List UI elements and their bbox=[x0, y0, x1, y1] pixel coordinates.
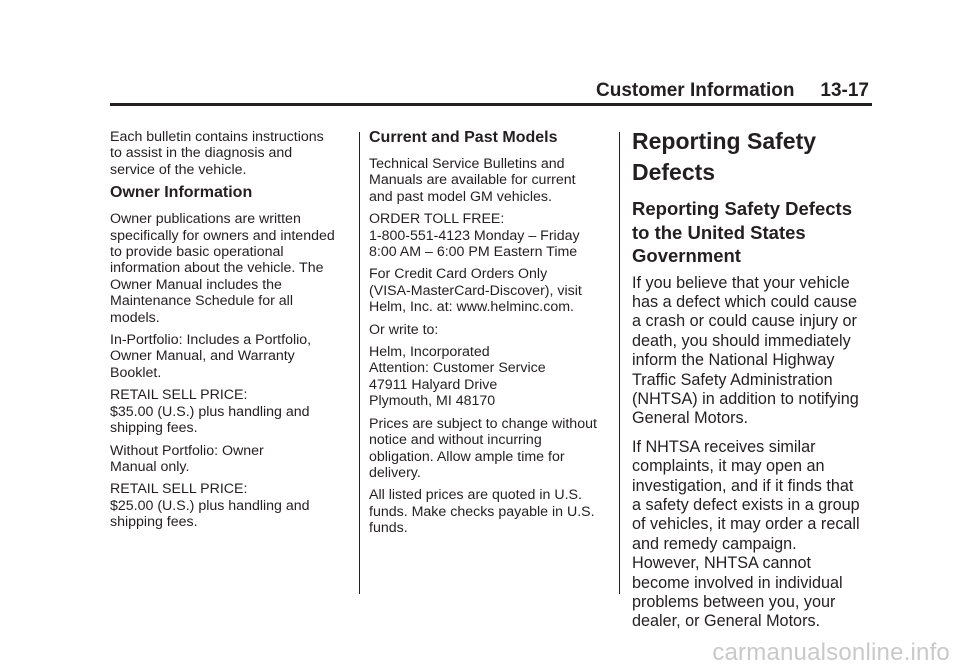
current-past-models-heading: Current and Past Models bbox=[369, 129, 558, 146]
paragraph: For Credit Card Orders Only (VISA-MasterCard-Discover), visit Helm, Inc. at: www.helminc.com. bbox=[369, 266, 582, 316]
paragraph: Prices are subject to change without notice and without incurring obligation. Allow ample time for delivery. bbox=[369, 415, 597, 481]
column-divider-2 bbox=[619, 132, 620, 594]
watermark: carmanualsonline.info bbox=[712, 639, 950, 666]
page-header bbox=[596, 80, 872, 104]
page-number: 13-17 bbox=[820, 80, 869, 101]
paragraph: ORDER TOLL FREE: 1-800-551-4123 Monday – Friday 8:00 AM – 6:00 PM Eastern Time bbox=[369, 211, 580, 261]
paragraph: All listed prices are quoted in U.S. funds. Make checks payable in U.S. funds. bbox=[369, 487, 595, 537]
column-2 bbox=[369, 129, 614, 543]
subsection-heading: Reporting Safety Defects to the United States Government bbox=[632, 198, 852, 266]
paragraph: RETAIL SELL PRICE: $25.00 (U.S.) plus handling and shipping fees. bbox=[110, 481, 310, 531]
column-3 bbox=[632, 126, 877, 641]
paragraph: Owner publications are written specifically for owners and intended to provide basic operational information about the vehicle. The Owner Manual includes the Maintenance Schedule for all models. bbox=[110, 211, 335, 326]
column-divider-1 bbox=[359, 132, 360, 594]
intro-paragraph: Each bulletin contains instructions to assist in the diagnosis and service of the vehicle. bbox=[110, 129, 324, 178]
paragraph: If NHTSA receives similar complaints, it may open an investigation, and if it finds that a safety defect exists in a group of vehicles, it may order a recall and remedy campaign. However, NHTSA cannot become involved in individual problems between you, your dealer, or General Motors. bbox=[632, 437, 860, 631]
header-rule bbox=[110, 103, 872, 106]
address: Helm, Incorporated Attention: Customer Service 47911 Halyard Drive Plymouth, MI 48170 bbox=[369, 344, 546, 410]
section-heading: Reporting Safety Defects bbox=[632, 128, 817, 185]
paragraph: If you believe that your vehicle has a defect which could cause a crash or could cause injury or death, you should immediately inform the National Highway Traffic Safety Administration (NHTSA) in addition to notifying General Motors. bbox=[632, 273, 859, 428]
paragraph: Without Portfolio: Owner Manual only. bbox=[110, 442, 264, 475]
paragraph: Technical Service Bulletins and Manuals are available for current and past model GM vehicles. bbox=[369, 156, 576, 205]
paragraph: RETAIL SELL PRICE: $35.00 (U.S.) plus handling and shipping fees. bbox=[110, 387, 310, 437]
section-title: Customer Information bbox=[596, 80, 795, 101]
paragraph: Or write to: bbox=[369, 321, 439, 338]
column-1 bbox=[110, 129, 352, 537]
paragraph: In-Portfolio: Includes a Portfolio, Owner Manual, and Warranty Booklet. bbox=[110, 332, 312, 381]
owner-information-heading: Owner Information bbox=[110, 184, 253, 202]
